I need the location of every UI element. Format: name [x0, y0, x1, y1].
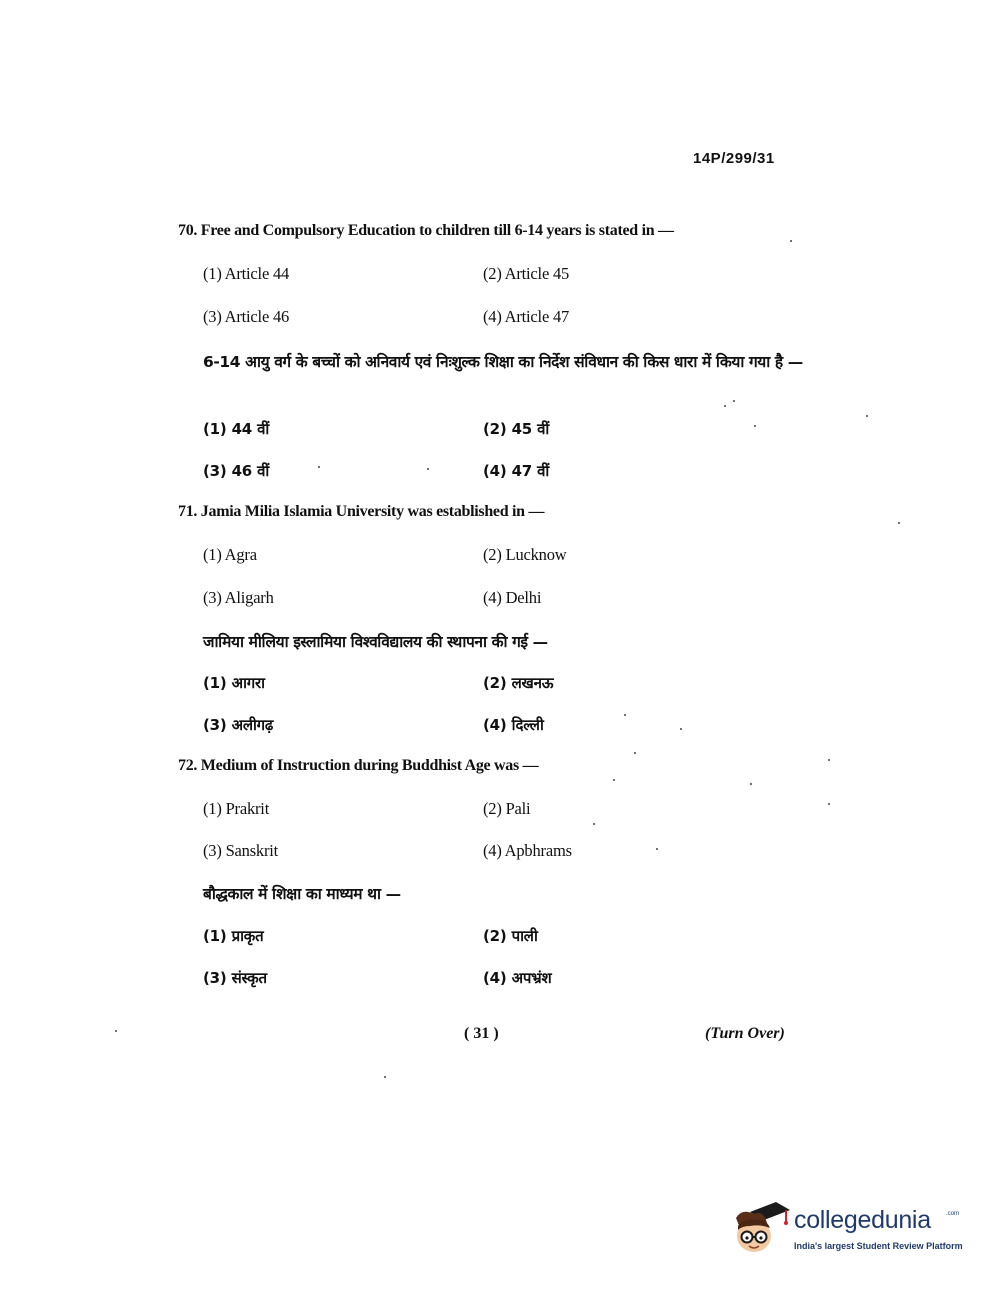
scan-speck [115, 1030, 117, 1032]
q72-option-2: (2) Pali [483, 799, 531, 818]
scan-speck [680, 728, 682, 730]
q71-hindi-text: जामिया मीलिया इस्लामिया विश्वविद्यालय की स्थापना की गई — [203, 633, 548, 651]
scan-speck [866, 415, 868, 417]
scan-speck [828, 759, 830, 761]
q70-option-3: (3) Article 46 [203, 307, 290, 326]
scan-speck [384, 1076, 386, 1078]
q71-hindi-option-1: (1) आगरा [203, 674, 265, 692]
q71-hindi-option-3: (3) अलीगढ़ [203, 716, 274, 734]
scan-speck [427, 468, 429, 470]
scan-speck [754, 425, 756, 427]
scan-speck [750, 783, 752, 785]
q71-option-2: (2) Lucknow [483, 545, 567, 564]
q72-hindi-option-3: (3) संस्कृत [203, 969, 267, 987]
q70-hindi-text: 6-14 आयु वर्ग के बच्चों को अनिवार्य एवं निःशुल्क शिक्षा का निर्देश संविधान की किस धारा में किया गया है — [203, 353, 803, 371]
q72-hindi-option-1: (1) प्राकृत [203, 927, 264, 945]
q72-option-1: (1) Prakrit [203, 799, 270, 818]
q70-option-4: (4) Article 47 [483, 307, 570, 326]
mascot-logo-icon [732, 1196, 792, 1258]
scan-speck [828, 803, 830, 805]
scan-speck [724, 405, 726, 407]
q71-hindi-option-2: (2) लखनऊ [483, 674, 554, 692]
collegedunia-watermark [732, 1196, 962, 1266]
q72-hindi-option-2: (2) पाली [483, 927, 538, 945]
brand-name: collegedunia [794, 1206, 931, 1234]
q70-hindi-option-4: (4) 47 वीं [483, 462, 550, 480]
page-number: ( 31 ) [464, 1025, 499, 1042]
q70-option-1: (1) Article 44 [203, 264, 290, 283]
q72-hindi-option-4: (4) अपभ्रंश [483, 969, 552, 987]
scan-speck [656, 848, 658, 850]
turn-over-label: (Turn Over) [705, 1025, 785, 1042]
q71-option-4: (4) Delhi [483, 588, 542, 607]
scan-speck [318, 466, 320, 468]
question-71: 71. Jamia Milia Islamia University was established in — [178, 503, 545, 520]
question-72: 72. Medium of Instruction during Buddhist Age was — [178, 757, 539, 774]
brand-tagline: India's largest Student Review Platform [794, 1241, 963, 1251]
scan-speck [593, 823, 595, 825]
q70-hindi-option-1: (1) 44 वीं [203, 420, 270, 438]
brand-domain-suffix: .com [946, 1211, 960, 1217]
q70-hindi-option-2: (2) 45 वीं [483, 420, 550, 438]
question-70: 70. Free and Compulsory Education to children till 6-14 years is stated in — [178, 222, 674, 239]
scan-speck [790, 240, 792, 242]
q70-option-2: (2) Article 45 [483, 264, 570, 283]
q70-hindi-option-3: (3) 46 वीं [203, 462, 270, 480]
q71-option-3: (3) Aligarh [203, 588, 274, 607]
scan-speck [733, 400, 735, 402]
q71-option-1: (1) Agra [203, 545, 257, 564]
q72-option-4: (4) Apbhrams [483, 841, 572, 860]
scan-speck [624, 714, 626, 716]
scan-speck [613, 779, 615, 781]
q72-hindi-text: बौद्धकाल में शिक्षा का माध्यम था — [203, 885, 401, 903]
q71-hindi-option-4: (4) दिल्ली [483, 716, 544, 734]
paper-code: 14P/299/31 [693, 150, 775, 167]
scan-speck [898, 522, 900, 524]
q72-option-3: (3) Sanskrit [203, 841, 279, 860]
scan-speck [634, 752, 636, 754]
